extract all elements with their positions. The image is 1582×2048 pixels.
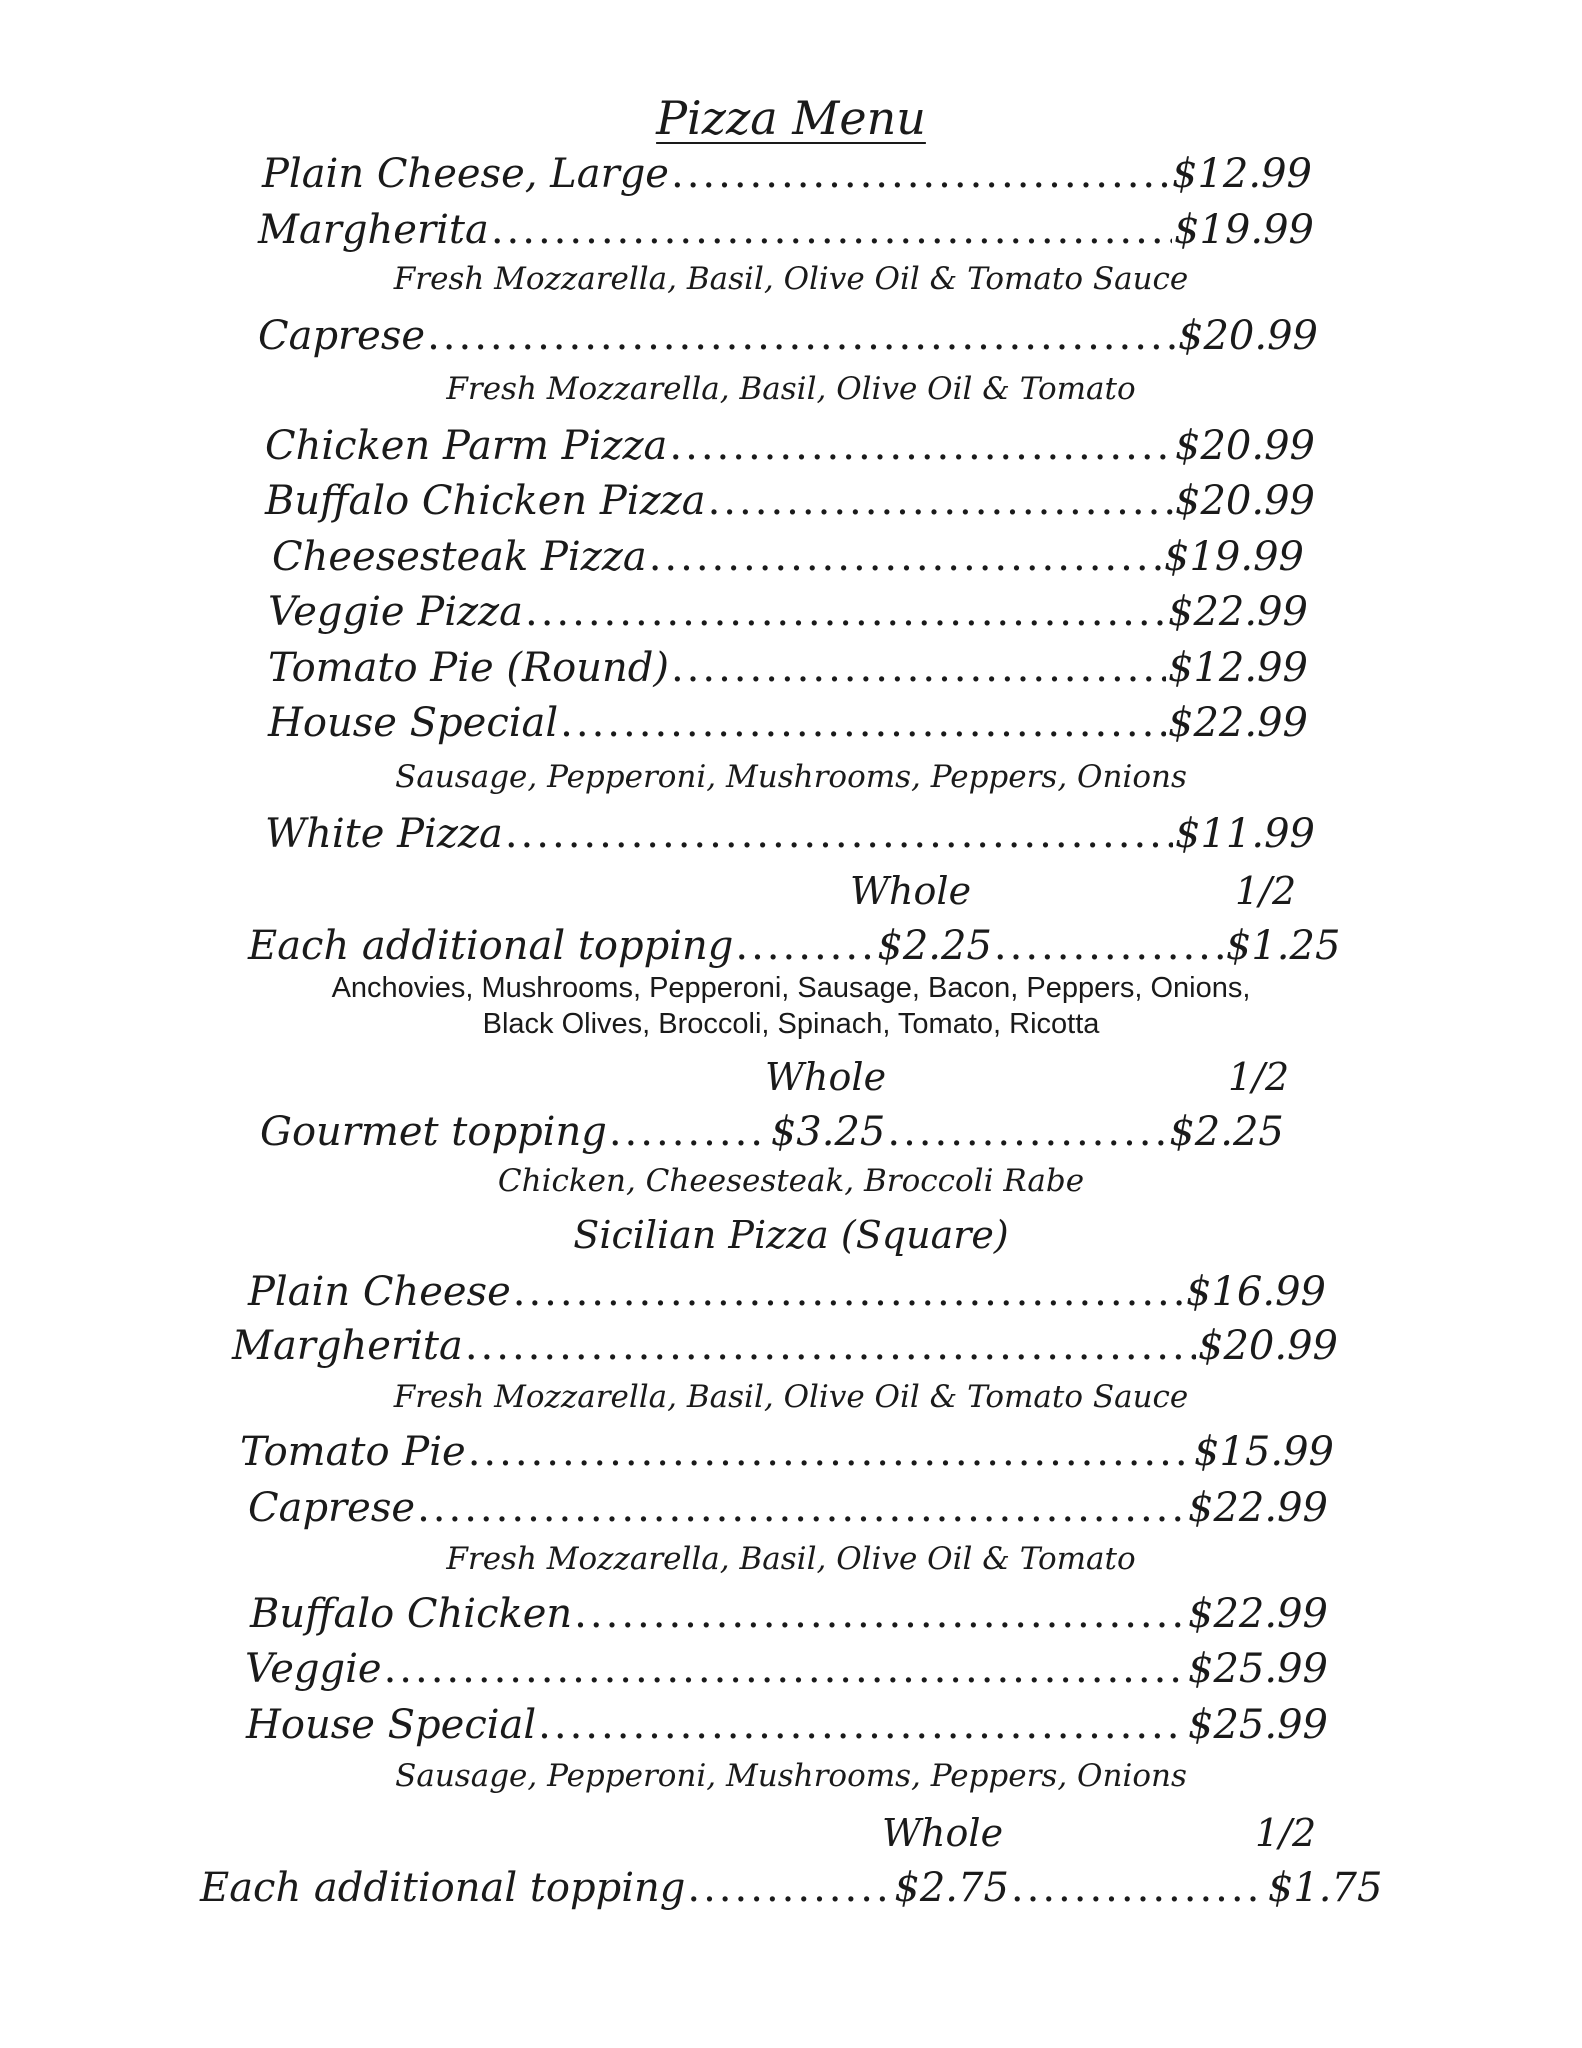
item-name: Tomato Pie (Round) xyxy=(268,645,669,691)
menu-item-caprese xyxy=(258,310,1318,362)
item-name: Caprese xyxy=(248,1485,416,1531)
dot-leader xyxy=(513,1266,1184,1318)
item-name: Each additional topping xyxy=(248,923,734,969)
item-description: Sausage, Pepperoni, Mushrooms, Peppers, Onions xyxy=(395,759,1187,795)
item-price: $22.99 xyxy=(1168,700,1308,746)
menu-item-buffalo-chicken-pizza xyxy=(265,475,1315,527)
item-price: $20.99 xyxy=(1178,313,1318,359)
dot-leader xyxy=(708,475,1173,527)
item-name: Cheesesteak Pizza xyxy=(272,534,647,580)
dot-leader xyxy=(609,1106,769,1158)
menu-item-tomato-pie-round xyxy=(268,642,1308,694)
dot-leader xyxy=(669,420,1173,472)
page-title: Pizza Menu xyxy=(656,91,926,145)
dot-leader xyxy=(671,642,1166,694)
price-whole: $3.25 xyxy=(770,1109,886,1155)
item-description: Chicken, Cheesesteak, Broccoli Rabe xyxy=(497,1163,1085,1199)
price-half: $2.25 xyxy=(1169,1109,1284,1155)
dot-leader xyxy=(525,586,1166,638)
menu-item-chicken-parm-pizza xyxy=(265,420,1315,472)
dot-leader xyxy=(649,531,1162,583)
price-half: $1.25 xyxy=(1225,923,1341,969)
dot-leader xyxy=(384,1643,1186,1695)
menu-item-sicilian-buffalo-chicken xyxy=(250,1588,1328,1640)
item-name: Veggie Pizza xyxy=(268,589,523,635)
dot-leader xyxy=(994,920,1224,972)
item-price: $19.99 xyxy=(1174,207,1314,253)
item-name: Plain Cheese, Large xyxy=(262,151,669,197)
menu-item-cheesesteak-pizza xyxy=(272,531,1304,583)
item-name: Gourmet topping xyxy=(260,1109,607,1155)
item-price: $22.99 xyxy=(1168,589,1308,635)
dot-leader xyxy=(468,1426,1192,1478)
menu-item-house-special xyxy=(268,697,1308,749)
dot-leader xyxy=(887,1106,1167,1158)
item-name: Chicken Parm Pizza xyxy=(265,423,668,469)
column-header-whole: Whole xyxy=(882,1811,1004,1855)
item-description: Fresh Mozzarella, Basil, Olive Oil & Tomato Sauce xyxy=(393,1379,1189,1415)
menu-item-sicilian-plain-cheese xyxy=(248,1266,1326,1318)
section-title-sicilian: Sicilian Pizza (Square) xyxy=(573,1213,1009,1257)
item-name: Each additional topping xyxy=(200,1865,686,1911)
topping-list-line: Anchovies, Mushrooms, Pepperoni, Sausage, Bacon, Peppers, Onions, xyxy=(331,972,1251,1004)
dot-leader xyxy=(538,1699,1186,1751)
menu-item-additional-topping xyxy=(248,920,1340,972)
item-name: Veggie xyxy=(245,1646,382,1692)
menu-item-sicilian-house-special xyxy=(246,1699,1328,1751)
dot-leader xyxy=(465,1320,1196,1372)
item-price: $25.99 xyxy=(1188,1702,1328,1748)
item-price: $20.99 xyxy=(1175,478,1315,524)
item-name: Caprese xyxy=(258,313,426,359)
dot-leader xyxy=(687,1862,892,1914)
item-price: $20.99 xyxy=(1198,1323,1338,1369)
item-price: $20.99 xyxy=(1175,423,1315,469)
item-price: $11.99 xyxy=(1175,811,1315,857)
item-description: Fresh Mozzarella, Basil, Olive Oil & Tomato xyxy=(446,371,1136,407)
item-price: $12.99 xyxy=(1172,151,1312,197)
item-name: White Pizza xyxy=(265,811,503,857)
item-description: Fresh Mozzarella, Basil, Olive Oil & Tomato Sauce xyxy=(393,261,1189,297)
dot-leader xyxy=(574,1588,1186,1640)
dot-leader xyxy=(671,148,1170,200)
item-description: Fresh Mozzarella, Basil, Olive Oil & Tomato xyxy=(446,1541,1136,1577)
dot-leader xyxy=(491,204,1172,256)
item-price: $25.99 xyxy=(1188,1646,1328,1692)
column-header-whole: Whole xyxy=(850,869,972,913)
menu-item-sicilian-margherita xyxy=(232,1320,1338,1372)
column-header-half: 1/2 xyxy=(1235,869,1297,913)
item-name: House Special xyxy=(268,700,559,746)
topping-list-line: Black Olives, Broccoli, Spinach, Tomato, Ricotta xyxy=(482,1008,1100,1040)
item-price: $19.99 xyxy=(1164,534,1304,580)
menu-item-veggie-pizza xyxy=(268,586,1308,638)
item-price: $15.99 xyxy=(1194,1429,1334,1475)
menu-item-gourmet-topping xyxy=(260,1106,1284,1158)
menu-item-sicilian-caprese xyxy=(248,1482,1328,1534)
price-whole: $2.75 xyxy=(894,1865,1009,1911)
menu-item-white-pizza xyxy=(265,808,1315,860)
menu-item-sicilian-tomato-pie xyxy=(240,1426,1334,1478)
price-whole: $2.25 xyxy=(877,923,992,969)
item-price: $16.99 xyxy=(1186,1269,1326,1315)
column-header-half: 1/2 xyxy=(1228,1055,1290,1099)
menu-item-plain-cheese-large xyxy=(262,148,1312,200)
dot-leader xyxy=(735,920,875,972)
item-name: Margherita xyxy=(232,1323,463,1369)
item-name: House Special xyxy=(246,1702,537,1748)
menu-item-sicilian-veggie xyxy=(245,1643,1328,1695)
item-name: Plain Cheese xyxy=(248,1269,511,1315)
dot-leader xyxy=(505,808,1173,860)
item-price: $22.99 xyxy=(1188,1485,1328,1531)
dot-leader xyxy=(427,310,1176,362)
dot-leader xyxy=(560,697,1166,749)
item-price: $12.99 xyxy=(1168,645,1308,691)
item-description: Sausage, Pepperoni, Mushrooms, Peppers, Onions xyxy=(395,1758,1187,1794)
item-name: Tomato Pie xyxy=(240,1429,466,1475)
menu-item-margherita xyxy=(258,204,1314,256)
item-name: Margherita xyxy=(258,207,489,253)
column-header-whole: Whole xyxy=(765,1055,887,1099)
column-header-half: 1/2 xyxy=(1255,1811,1317,1855)
item-price: $22.99 xyxy=(1188,1591,1328,1637)
dot-leader xyxy=(417,1482,1186,1534)
dot-leader xyxy=(1011,1862,1266,1914)
item-name: Buffalo Chicken Pizza xyxy=(265,478,706,524)
price-half: $1.75 xyxy=(1267,1865,1383,1911)
menu-item-sicilian-additional-topping xyxy=(200,1862,1382,1914)
item-name: Buffalo Chicken xyxy=(250,1591,573,1637)
